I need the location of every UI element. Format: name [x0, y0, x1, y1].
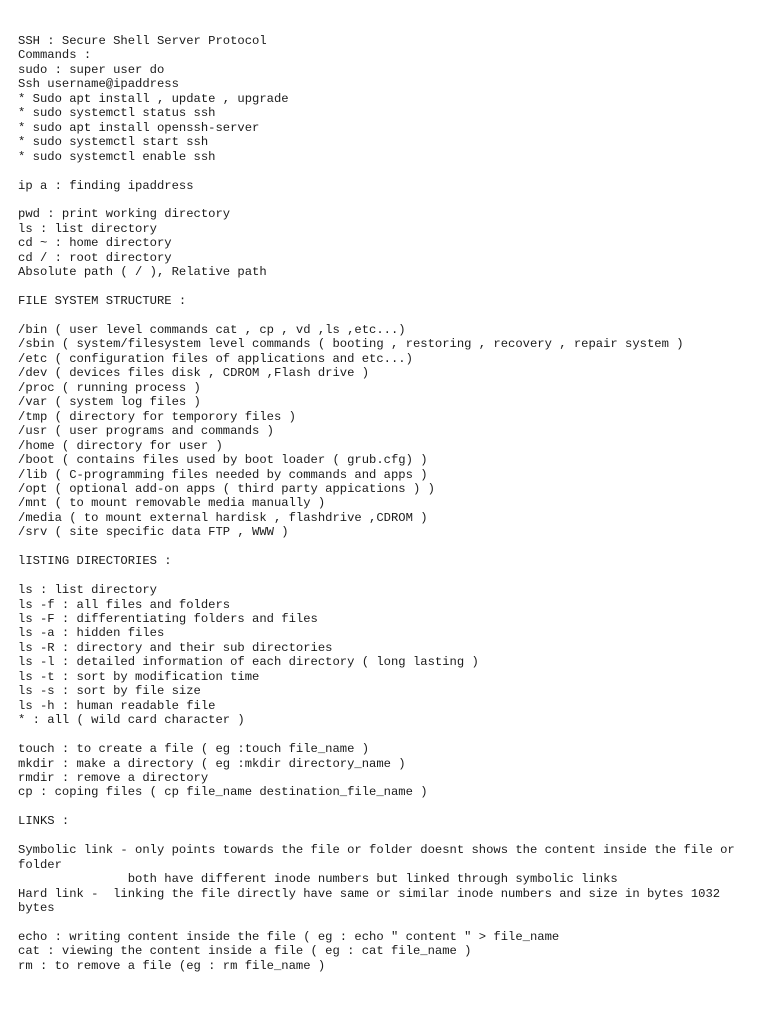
text-line: cp : coping files ( cp file_name destination_file_name )	[18, 785, 428, 800]
text-line: cd ~ : home directory	[18, 236, 172, 251]
text-line: ls -F : differentiating folders and files	[18, 612, 318, 627]
text-line	[18, 800, 758, 814]
text-line: touch : to create a file ( eg :touch file_name )	[18, 742, 370, 757]
text-line: SSH : Secure Shell Server Protocol	[18, 34, 267, 48]
document-page	[18, 34, 758, 973]
text-line: * sudo apt install openssh-server	[18, 120, 260, 135]
text-line: /usr ( user programs and commands )	[18, 424, 274, 439]
text-line: FILE SYSTEM STRUCTURE :	[18, 294, 187, 309]
text-line: ls -f : all files and folders	[18, 597, 231, 612]
text-line: rm : to remove a file (eg : rm file_name )	[18, 958, 326, 973]
text-line	[18, 569, 758, 583]
text-line: Absolute path ( / ), Relative path	[18, 265, 267, 280]
text-line: both have different inode numbers but linked through symbolic links	[18, 872, 618, 887]
text-line: /var ( system log files )	[18, 395, 201, 410]
text-line: LINKS :	[18, 814, 70, 829]
text-line: * sudo systemctl start ssh	[18, 135, 209, 150]
text-line: rmdir : remove a directory	[18, 771, 209, 785]
text-line	[18, 728, 758, 742]
text-line: * : all ( wild card character )	[18, 713, 245, 728]
text-line: sudo : super user do	[18, 62, 165, 77]
text-line: /boot ( contains files used by boot loader ( grub.cfg) )	[18, 453, 428, 468]
text-line: /etc ( configuration files of applications and etc...)	[18, 351, 413, 366]
text-line: /mnt ( to mount removable media manually )	[18, 496, 326, 511]
text-line: Hard link - linking the file directly have same or similar inode numbers and size in bytes 1032 bytes	[18, 886, 728, 916]
text-line: ls : list directory	[18, 583, 157, 598]
text-line: /sbin ( system/filesystem level commands ( booting , restoring , recovery , repair system )	[18, 337, 684, 352]
text-line: ls : list directory	[18, 221, 157, 236]
text-line: /dev ( devices files disk , CDROM ,Flash drive )	[18, 366, 370, 381]
text-line	[18, 164, 758, 178]
text-line: ls -l : detailed information of each directory ( long lasting )	[18, 655, 479, 670]
text-line: mkdir : make a directory ( eg :mkdir directory_name )	[18, 756, 406, 771]
text-line	[18, 540, 758, 554]
text-line: /opt ( optional add-on apps ( third party appications ) )	[18, 481, 435, 496]
text-line: * sudo systemctl enable ssh	[18, 149, 216, 164]
text-line	[18, 193, 758, 207]
text-line: /home ( directory for user )	[18, 438, 223, 453]
text-line: /bin ( user level commands cat , cp , vd ,ls ,etc...)	[18, 323, 406, 337]
text-line: * sudo systemctl status ssh	[18, 106, 216, 121]
text-line: ls -R : directory and their sub directories	[18, 640, 333, 655]
text-line: /proc ( running process )	[18, 380, 201, 395]
text-line: Ssh username@ipaddress	[18, 77, 179, 92]
text-line: echo : writing content inside the file ( eg : echo " content " > file_name	[18, 929, 560, 944]
text-line: ip a : finding ipaddress	[18, 178, 194, 193]
text-line: ls -t : sort by modification time	[18, 669, 260, 684]
text-line: /srv ( site specific data FTP , WWW )	[18, 525, 289, 540]
text-line: Commands :	[18, 48, 92, 63]
text-line: /tmp ( directory for temporory files )	[18, 409, 296, 424]
text-line: /media ( to mount external hardisk , flashdrive ,CDROM )	[18, 510, 428, 525]
text-line: cat : viewing the content inside a file ( eg : cat file_name )	[18, 944, 472, 959]
text-line: /lib ( C-programming files needed by commands and apps )	[18, 467, 428, 482]
text-line	[18, 309, 758, 323]
text-line: lISTING DIRECTORIES :	[18, 554, 172, 569]
text-line: ls -s : sort by file size	[18, 684, 201, 699]
text-line	[18, 280, 758, 294]
text-line: ls -h : human readable file	[18, 698, 216, 713]
text-line	[18, 916, 758, 930]
text-line: Symbolic link - only points towards the file or folder doesnt shows the content inside the file or folder	[18, 843, 743, 872]
text-line: pwd : print working directory	[18, 207, 231, 222]
text-line: cd / : root directory	[18, 250, 172, 265]
text-line	[18, 829, 758, 843]
text-line: * Sudo apt install , update , upgrade	[18, 91, 289, 106]
text-line: ls -a : hidden files	[18, 626, 165, 641]
